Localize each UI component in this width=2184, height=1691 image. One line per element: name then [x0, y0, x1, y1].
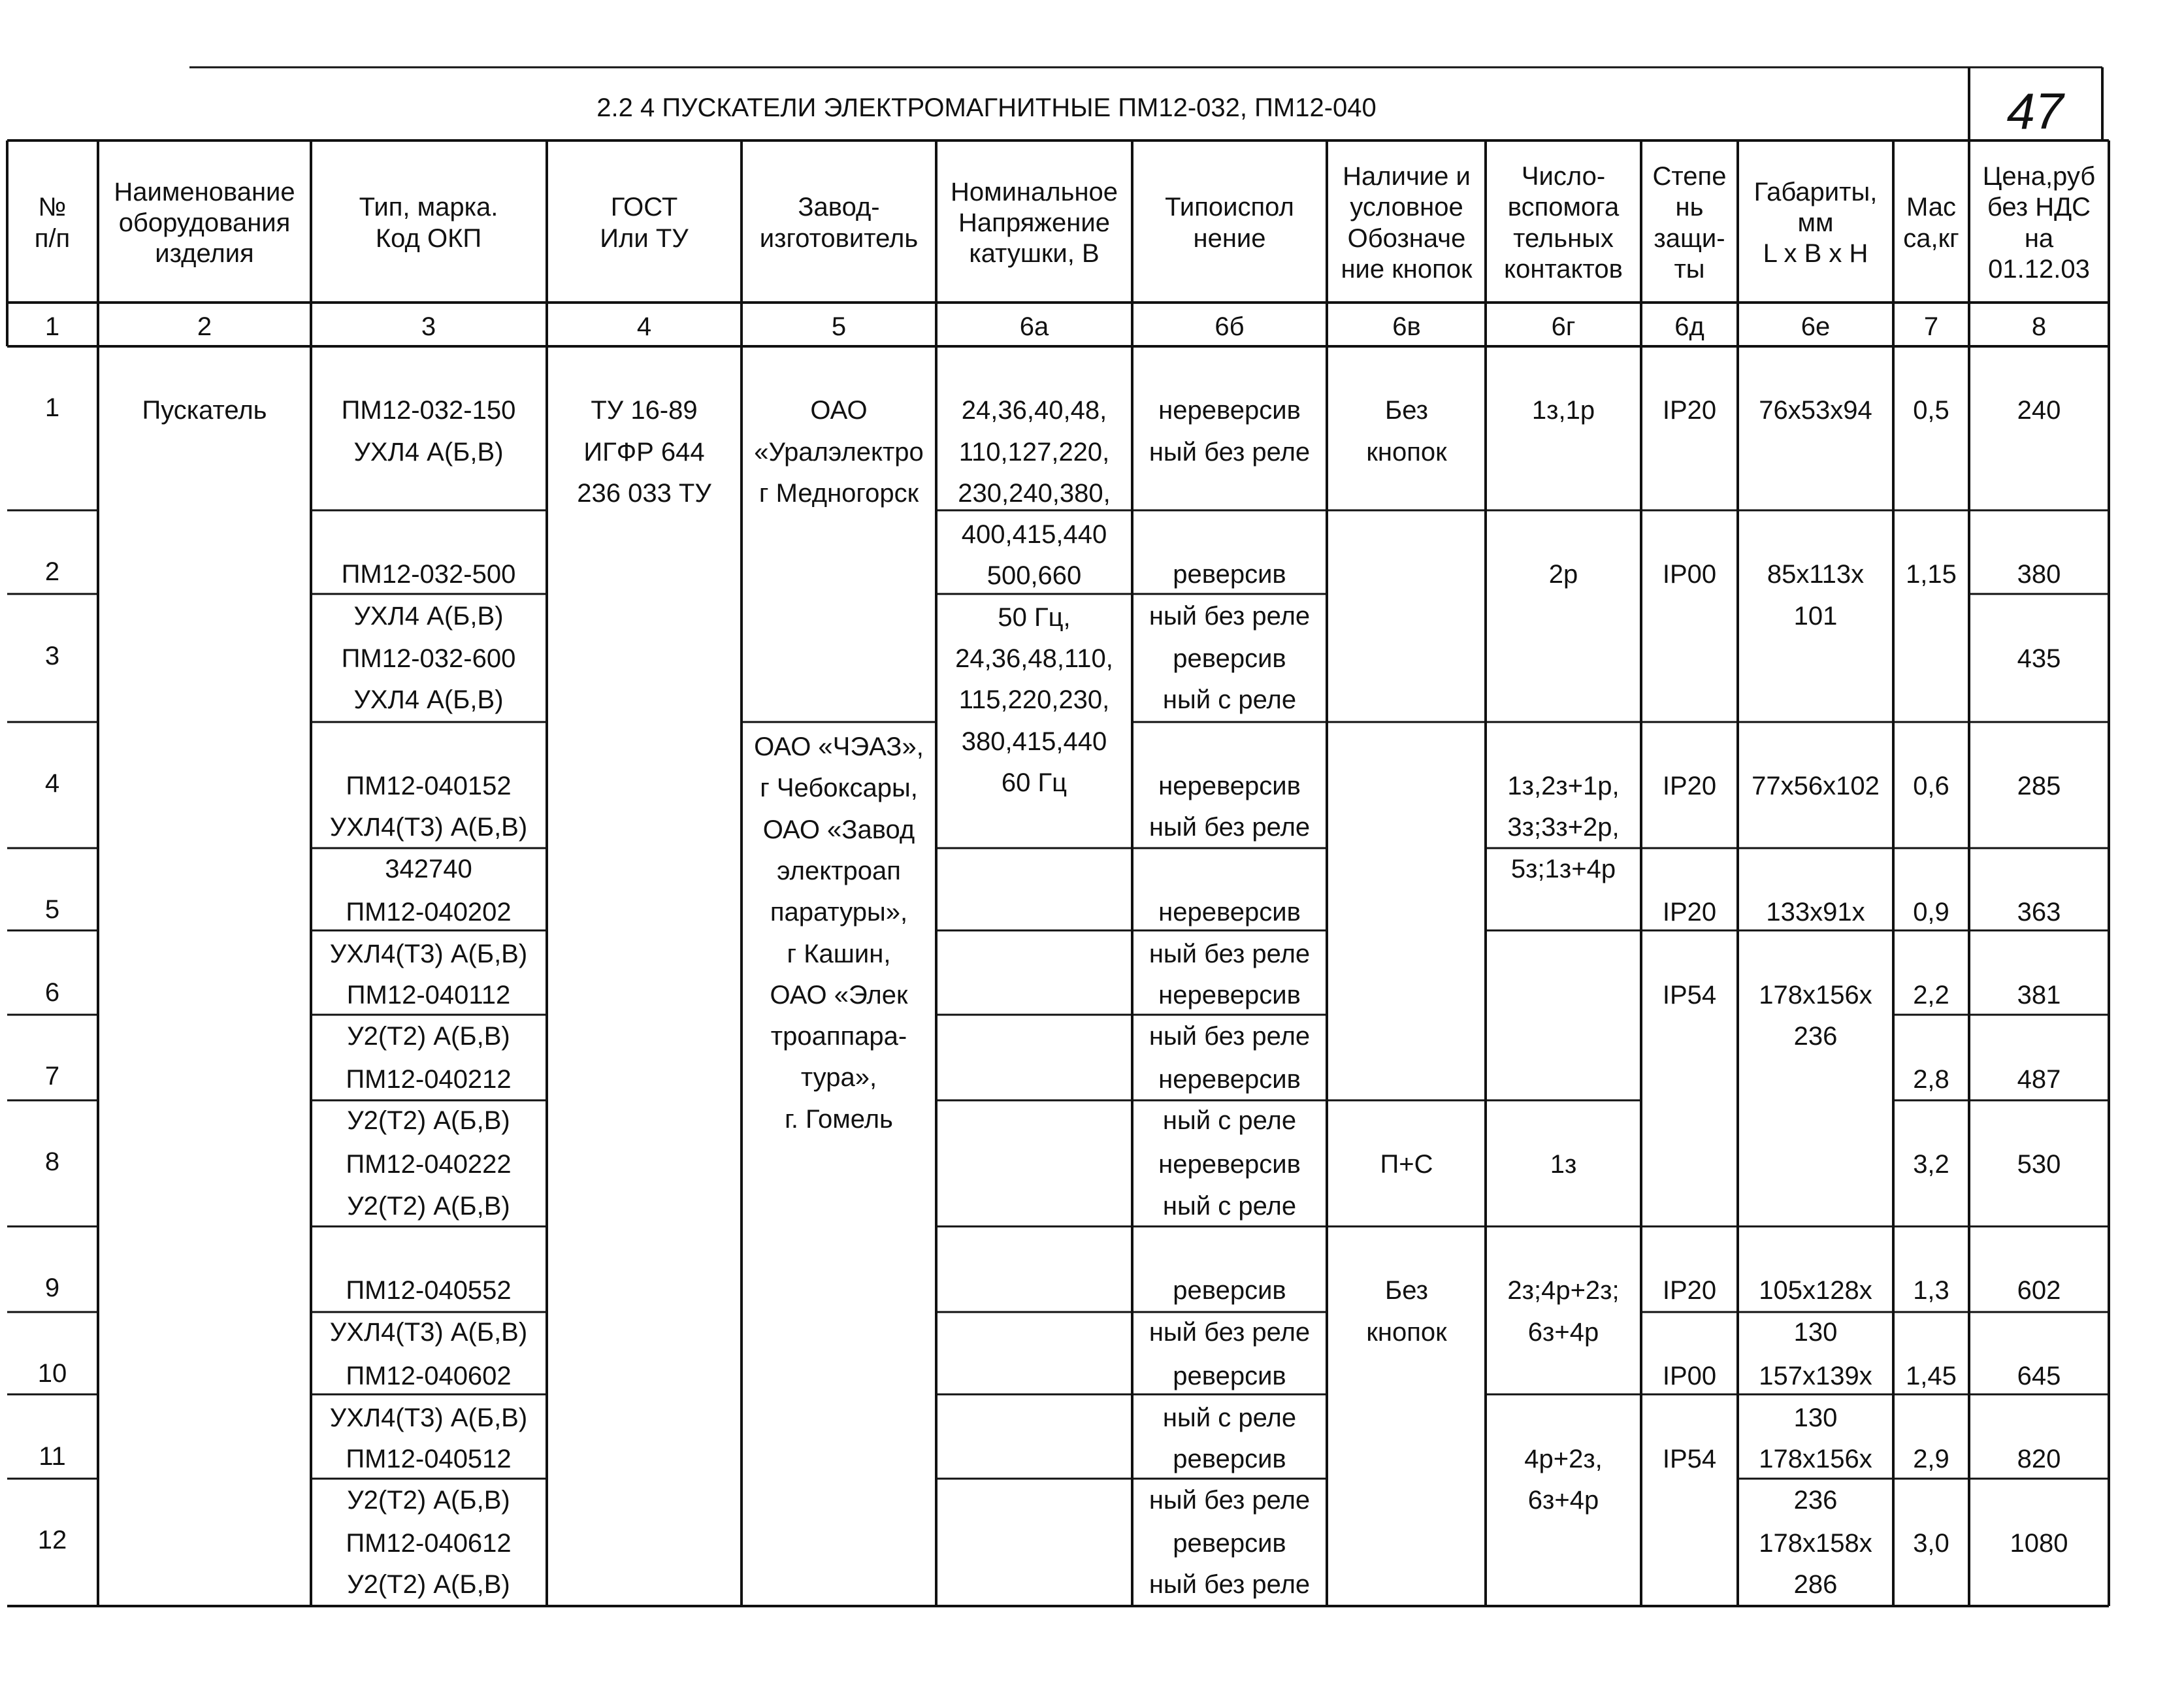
column-header: №	[38, 193, 67, 222]
column-number: 6г	[1551, 312, 1576, 341]
buttons-none-line: Без	[1385, 396, 1428, 425]
cell-type: У2(Т2) А(Б,В)	[347, 1106, 510, 1135]
cell-type: У2(Т2) А(Б,В)	[347, 1570, 510, 1599]
cell-exec: реверсив	[1173, 1362, 1286, 1390]
column-header: Число-	[1521, 162, 1606, 191]
cell-type: ПМ12-040222	[346, 1150, 512, 1179]
cell-exec: ный без реле	[1149, 1318, 1311, 1347]
cell-contacts: 4р+2з,	[1524, 1445, 1603, 1473]
row-number: 5	[44, 895, 60, 924]
cell-price: 435	[2017, 644, 2061, 673]
cell-type: ПМ12-040212	[346, 1065, 512, 1094]
cell-type: ПМ12-032-500	[341, 560, 516, 589]
cell-type: УХЛ4 А(Б,В)	[353, 685, 504, 714]
cell-dims: 178x156x	[1759, 981, 1872, 1010]
cell-dims: 77x56x102	[1752, 772, 1880, 800]
cell-type: 342740	[385, 855, 472, 883]
cell-contacts: 6з+4р	[1527, 1486, 1599, 1515]
cell-dims: 236	[1793, 1486, 1838, 1515]
cell-price: 285	[2017, 772, 2061, 800]
cell-contacts: 2з;4р+2з;	[1507, 1276, 1620, 1305]
cell-mass: 1,15	[1906, 560, 1957, 589]
coil-voltage-line: 380,415,440	[961, 727, 1107, 756]
cell-price: 645	[2017, 1362, 2061, 1390]
cell-type: У2(Т2) А(Б,В)	[347, 1192, 510, 1221]
coil-voltage	[955, 396, 1113, 797]
cell-type: УХЛ4(Т3) А(Б,В)	[329, 1404, 528, 1432]
cell-type: ПМ12-040612	[346, 1529, 512, 1558]
cell-price: 820	[2017, 1445, 2061, 1473]
coil-voltage-line: 110,127,220,	[958, 438, 1110, 467]
cell-exec: реверсив	[1173, 1276, 1286, 1305]
cell-dims: 130	[1793, 1318, 1838, 1347]
cell-price: 363	[2017, 898, 2061, 927]
manufacturer-ural-line: г Медногорск	[758, 479, 919, 508]
table-body	[38, 393, 2068, 1599]
table-row	[45, 1273, 2061, 1347]
cell-type: ПМ12-040112	[346, 981, 511, 1010]
cell-dims: 76x53x94	[1759, 396, 1872, 425]
coil-voltage-line: 24,36,48,110,	[955, 644, 1113, 673]
column-header: Цена,руб	[1982, 162, 2096, 191]
column-number-row	[45, 312, 2046, 341]
coil-voltage-line: 500,660	[986, 561, 1082, 590]
cell-price: 240	[2017, 396, 2061, 425]
manufacturer-ural-line: «Уралэлектро	[754, 438, 924, 467]
cell-dims: 286	[1793, 1570, 1838, 1599]
column-number: 2	[197, 312, 212, 341]
cell-exec: нереверсив	[1158, 1150, 1301, 1179]
row-number: 11	[39, 1442, 66, 1471]
buttons-none	[1366, 396, 1447, 467]
column-header: без НДС	[1987, 193, 2091, 222]
cell-type: ПМ12-040552	[346, 1276, 512, 1305]
row-number: 2	[44, 557, 60, 586]
cell-exec: реверсив	[1173, 560, 1286, 589]
coil-voltage-line: 230,240,380,	[958, 479, 1111, 508]
cell-dims: 133x91x	[1766, 898, 1865, 927]
cell-contacts: 2р	[1548, 560, 1578, 589]
cell-contacts: 1з,2з+1р,	[1507, 772, 1620, 800]
column-number: 6д	[1674, 312, 1704, 341]
cell-mass: 3,0	[1913, 1529, 1949, 1558]
manufacturer-ural-line: ОАО	[810, 396, 868, 425]
equipment-name-line: Пускатель	[142, 396, 267, 425]
column-header: ние кнопок	[1341, 255, 1473, 284]
column-header: оборудования	[118, 208, 291, 237]
cell-type: УХЛ4(Т3) А(Б,В)	[329, 813, 528, 842]
column-header: ты	[1674, 255, 1705, 284]
cell-exec: нереверсив	[1158, 772, 1301, 800]
column-header: Код ОКП	[375, 224, 482, 253]
cell-dims: 157x139x	[1759, 1362, 1872, 1390]
column-header: защи-	[1654, 224, 1725, 253]
page-number: 47	[2006, 82, 2064, 140]
table-row	[38, 1526, 2068, 1599]
buttons-none-line: кнопок	[1366, 438, 1447, 467]
cell-buttons: П+С	[1380, 1150, 1433, 1179]
column-header: тельных	[1513, 224, 1614, 253]
column-header: Наличие и	[1343, 162, 1471, 191]
cell-exec: ный с реле	[1162, 1106, 1297, 1135]
row-number: 8	[44, 1147, 60, 1176]
column-number: 5	[831, 312, 847, 341]
column-header: Наименование	[114, 178, 295, 206]
table-row	[45, 1147, 2061, 1221]
cell-type: ПМ12-040152	[346, 772, 512, 800]
cell-mass: 2,2	[1913, 981, 1949, 1010]
manufacturer-group-line: ОАО «Завод	[762, 815, 915, 844]
manufacturer-group-line: г Чебоксары,	[760, 774, 918, 802]
cell-exec: ный с реле	[1162, 685, 1297, 714]
column-header: Тип, марка.	[359, 193, 498, 222]
cell-exec: реверсив	[1173, 1529, 1286, 1558]
row-number: 9	[44, 1273, 60, 1302]
manufacturer-group-line: ОАО «Элек	[770, 981, 908, 1010]
column-header: Номинальное	[950, 178, 1118, 206]
cell-dims: 105x128x	[1759, 1276, 1872, 1305]
coil-voltage-line: 400,415,440	[961, 520, 1107, 549]
cell-price: 381	[2017, 981, 2061, 1010]
column-header: на	[2024, 224, 2054, 253]
cell-mass: 0,6	[1913, 772, 1949, 800]
cell-dims: 130	[1793, 1404, 1838, 1432]
cell-price: 380	[2017, 560, 2061, 589]
row-number: 12	[37, 1526, 67, 1554]
column-header: мм	[1797, 208, 1834, 237]
manufacturer-ural	[754, 396, 924, 508]
cell-mass: 0,5	[1913, 396, 1949, 425]
title-bar	[189, 67, 2102, 140]
column-header: Напряжение	[958, 208, 1110, 237]
cell-ip: IP54	[1662, 981, 1717, 1010]
cell-mass: 2,9	[1913, 1445, 1949, 1473]
cell-type: ПМ12-040202	[346, 898, 512, 927]
coil-voltage-line: 24,36,40,48,	[961, 396, 1107, 425]
column-header: изготовитель	[759, 224, 919, 253]
cell-type: УХЛ4(Т3) А(Б,В)	[329, 940, 528, 968]
cell-mass: 0,9	[1913, 898, 1949, 927]
column-header: вспомога	[1507, 193, 1620, 222]
gost-spec-line: ИГФР 644	[583, 438, 705, 467]
manufacturer-group-line: тура»,	[800, 1063, 877, 1092]
cell-buttons: Без	[1385, 1276, 1428, 1305]
cell-exec: реверсив	[1173, 644, 1286, 673]
cell-exec: ный с реле	[1162, 1192, 1297, 1221]
cell-exec: ный без реле	[1149, 602, 1311, 631]
manufacturer-group-line: г. Гомель	[785, 1105, 893, 1134]
cell-dims: 236	[1793, 1022, 1838, 1051]
cell-dims: 178x156x	[1759, 1445, 1872, 1473]
equipment-name	[142, 396, 267, 425]
column-header: Типоиспол	[1165, 193, 1294, 222]
row-number: 4	[44, 769, 60, 798]
cell-price: 1080	[2010, 1529, 2068, 1558]
cell-exec: нереверсив	[1158, 898, 1301, 927]
gost-spec	[577, 396, 711, 508]
cell-mass: 2,8	[1913, 1065, 1949, 1094]
column-header: Завод-	[798, 193, 880, 222]
column-header: контактов	[1504, 255, 1623, 284]
column-number: 4	[636, 312, 652, 341]
cell-ip: IP54	[1662, 1445, 1717, 1473]
column-header: 01.12.03	[1988, 255, 2090, 284]
column-header: Или ТУ	[600, 224, 689, 253]
cell-dims: 101	[1793, 602, 1838, 631]
cell-contacts: 1з,1р	[1531, 396, 1595, 425]
table-row	[45, 895, 2061, 968]
cell-contacts: 1з	[1550, 1150, 1577, 1179]
gost-spec-line: 236 033 ТУ	[577, 479, 711, 508]
cell-exec: ный без реле	[1149, 1486, 1311, 1515]
cell-type: ПМ12-032-600	[341, 644, 516, 673]
row-number: 1	[44, 393, 60, 422]
cell-ip: IP20	[1662, 396, 1717, 425]
gost-spec-line: ТУ 16-89	[591, 396, 698, 425]
row-number: 6	[44, 978, 60, 1007]
cell-ip: IP00	[1662, 560, 1717, 589]
column-number: 6б	[1214, 312, 1245, 341]
manufacturer-group-line: паратуры»,	[770, 898, 908, 927]
column-header: Габариты,	[1753, 178, 1878, 206]
column-header: Степе	[1652, 162, 1727, 191]
table-header	[35, 162, 2095, 284]
cell-type: У2(Т2) А(Б,В)	[347, 1486, 510, 1515]
cell-price: 487	[2017, 1065, 2061, 1094]
cell-price: 602	[2017, 1276, 2061, 1305]
cell-exec: нереверсив	[1158, 1065, 1301, 1094]
cell-type: У2(Т2) А(Б,В)	[347, 1022, 510, 1051]
cell-exec: нереверсив	[1158, 396, 1301, 425]
column-header: нение	[1193, 224, 1266, 253]
table-row	[38, 1359, 2061, 1432]
cell-contacts: 5з;1з+4р	[1510, 855, 1616, 883]
table-row	[45, 1062, 2061, 1135]
cell-exec: реверсив	[1173, 1445, 1286, 1473]
cell-type: УХЛ4(Т3) А(Б,В)	[329, 1318, 528, 1347]
cell-ip: IP20	[1662, 898, 1717, 927]
cell-type: УХЛ4 А(Б,В)	[353, 602, 504, 631]
column-number: 6а	[1019, 312, 1049, 341]
cell-exec: ный с реле	[1162, 1404, 1297, 1432]
cell-type: ПМ12-040602	[346, 1362, 512, 1390]
column-header: са,кг	[1903, 224, 1959, 253]
column-header: Мас	[1906, 193, 1957, 222]
row-number: 7	[44, 1062, 60, 1091]
column-header: п/п	[34, 224, 71, 253]
cell-mass: 1,3	[1913, 1276, 1949, 1305]
cell-exec: ный без реле	[1149, 940, 1311, 968]
cell-mass: 1,45	[1906, 1362, 1957, 1390]
column-header: L x B x H	[1763, 239, 1868, 268]
cell-ip: IP20	[1662, 1276, 1717, 1305]
manufacturer-group-line: г Кашин,	[787, 940, 891, 968]
column-header: изделия	[155, 239, 254, 268]
manufacturer-group	[754, 732, 924, 1134]
manufacturer-group-line: электроап	[777, 857, 901, 885]
row-number: 3	[44, 642, 60, 670]
cell-exec: ный без реле	[1149, 1570, 1311, 1599]
coil-voltage-line: 50 Гц,	[998, 603, 1071, 632]
cell-exec: ный без реле	[1149, 1022, 1311, 1051]
cell-mass: 3,2	[1913, 1150, 1949, 1179]
column-header: ГОСТ	[610, 193, 678, 222]
cell-price: 530	[2017, 1150, 2061, 1179]
cell-type: ПМ12-040512	[346, 1445, 512, 1473]
manufacturer-group-line: троаппара-	[770, 1022, 907, 1051]
cell-dims: 85x113x	[1767, 560, 1865, 589]
column-header: Обозначе	[1347, 224, 1466, 253]
cell-exec: ный без реле	[1149, 438, 1311, 467]
column-number: 6в	[1392, 312, 1421, 341]
cell-contacts: 6з+4р	[1527, 1318, 1599, 1347]
cell-contacts: 3з;3з+2р,	[1507, 813, 1620, 842]
coil-voltage-line: 115,220,230,	[958, 685, 1110, 714]
row-number: 10	[37, 1359, 67, 1388]
column-number: 3	[421, 312, 436, 341]
column-number: 6е	[1801, 312, 1831, 341]
column-header: условное	[1350, 193, 1463, 222]
column-number: 1	[44, 312, 60, 341]
cell-ip: IP00	[1662, 1362, 1717, 1390]
cell-type: УХЛ4 А(Б,В)	[353, 438, 504, 467]
column-number: 8	[2031, 312, 2047, 341]
coil-voltage-line: 60 Гц	[1001, 768, 1068, 797]
page-title: 2.2 4 ПУСКАТЕЛИ ЭЛЕКТРОМАГНИТНЫЕ ПМ12-032, ПМ12-040	[596, 93, 1377, 122]
column-header: катушки, В	[969, 239, 1100, 268]
column-header: нь	[1675, 193, 1704, 222]
manufacturer-group-line: ОАО «ЧЭАЗ»,	[754, 732, 924, 761]
cell-dims: 178x158x	[1759, 1529, 1872, 1558]
cell-ip: IP20	[1662, 772, 1717, 800]
cell-exec: нереверсив	[1158, 981, 1301, 1010]
cell-exec: ный без реле	[1149, 813, 1311, 842]
column-number: 7	[1923, 312, 1939, 341]
cell-type: ПМ12-032-150	[341, 396, 516, 425]
cell-buttons: кнопок	[1366, 1318, 1447, 1347]
